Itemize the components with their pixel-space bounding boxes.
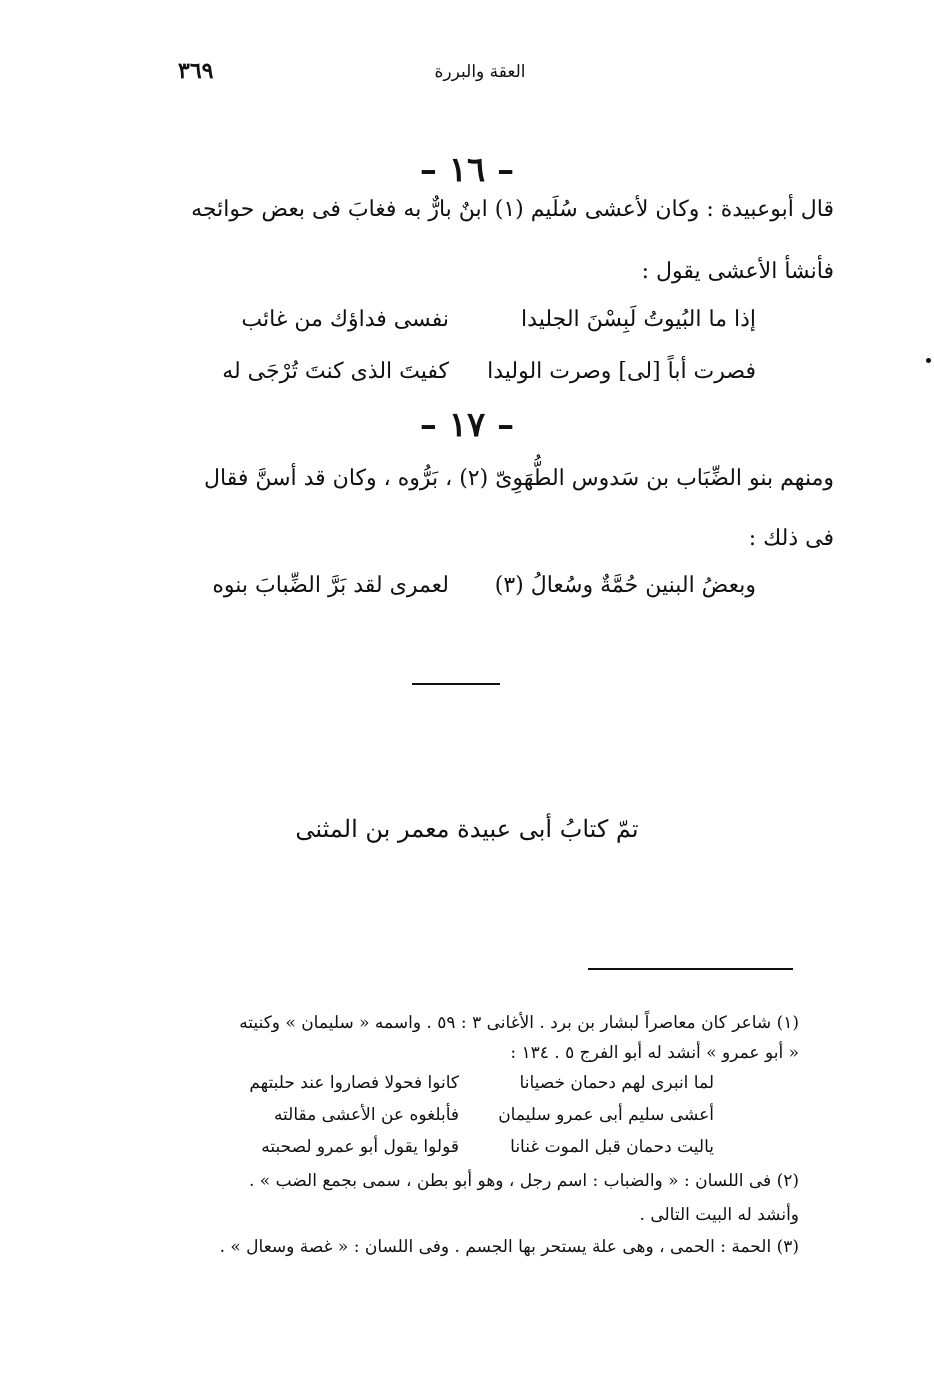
verse-first-hemistich: نفسى فداؤك من غائب <box>241 307 449 332</box>
verse-first-hemistich: كفيتَ الذى كنتَ تُرْجَى له <box>222 359 449 384</box>
footnote-3-line: (٣) الحمة : الحمى ، وهى علة يستحر بها الجسم . وفى اللسان : « غصة وسعال » . <box>219 1237 799 1257</box>
footnote-2-line: وأنشد له البيت التالى . <box>639 1205 799 1225</box>
running-title: العقة والبررة <box>434 62 526 82</box>
section-number-16: – ١٦ – <box>419 150 515 190</box>
section-number-17: – ١٧ – <box>419 405 515 445</box>
footnote-verse-second-hemistich: ياليت دحمان قبل الموت غنانا <box>510 1137 714 1157</box>
footnote-2-line: (٢) فى اللسان : « والضباب : اسم رجل ، وهو أبو بطن ، سمى بجمع الضب » . <box>249 1171 799 1191</box>
footnote-verse-first-hemistich: كانوا فحولا فصاروا عند حلبتهم <box>249 1073 459 1093</box>
prose-line: ومنهم بنو الضِّبَاب بن سَدوس الطُّهَوِىّ (٢) ، بَرُّوه ، وكان قد أسنَّ فقال <box>204 466 834 491</box>
verse-second-hemistich: وبعضُ البنين حُمَّةٌ وسُعالُ (٣) <box>494 573 756 598</box>
footnote-divider <box>588 968 793 970</box>
footnote-1-line: « أبو عمرو » أنشد له أبو الفرج ٥ . ١٣٤ : <box>510 1043 799 1063</box>
prose-line: قال أبوعبيدة : وكان لأعشى سُلَيم (١) ابنٌ بارٌّ به فغابَ فى بعض حوائجه <box>191 197 834 222</box>
verse-first-hemistich: لعمرى لقد بَرَّ الضِّبابَ بنوه <box>212 573 449 598</box>
footnote-verse-first-hemistich: فأبلغوه عن الأعشى مقالته <box>273 1105 459 1125</box>
footnote-1-line: (١) شاعر كان معاصراً لبشار بن برد . الأغانى ٣ : ٥٩ . واسمه « سليمان » وكنيته <box>239 1013 799 1033</box>
footnote-verse-second-hemistich: لما انبرى لهم دحمان خصيانا <box>519 1073 714 1093</box>
verse-second-hemistich: فصرت أباً [لى] وصرت الوليدا <box>487 359 756 384</box>
prose-line: فأنشأ الأعشى يقول : <box>641 259 834 284</box>
colophon: تمّ كتابُ أبى عبيدة معمر بن المثنى <box>295 815 639 843</box>
verse-second-hemistich: إذا ما البُيوتُ لَبِسْنَ الجليدا <box>521 307 756 332</box>
margin-mark <box>926 358 931 363</box>
page-number: ٣٦٩ <box>178 58 214 84</box>
prose-line: فى ذلك : <box>748 526 834 551</box>
footnote-verse-second-hemistich: أعشى سليم أبى عمرو سليمان <box>498 1105 714 1125</box>
footnote-verse-first-hemistich: قولوا يقول أبو عمرو لصحبته <box>261 1137 459 1157</box>
section-divider <box>412 683 500 685</box>
